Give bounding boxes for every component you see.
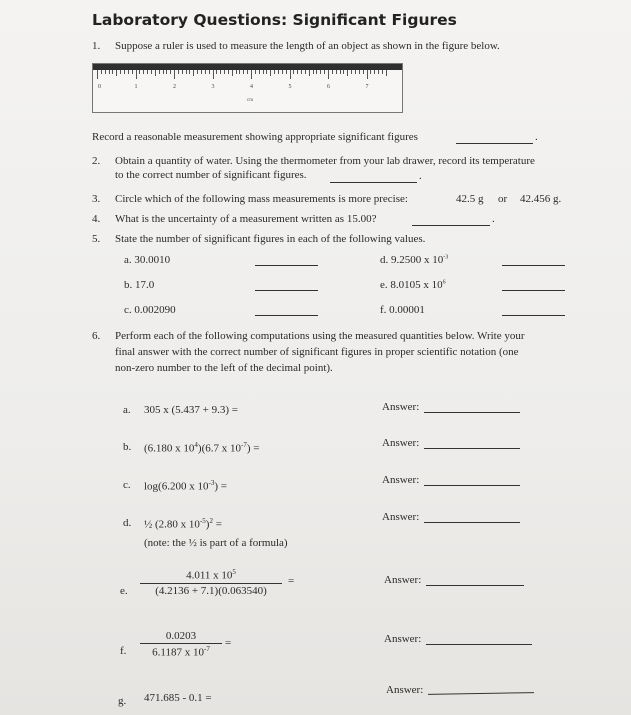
ruler-tick xyxy=(386,70,387,76)
part-c-expression: log(6.200 x $10^{-3}$) = xyxy=(144,479,227,493)
ruler-number: 4 xyxy=(250,84,253,90)
ruler-tick xyxy=(259,70,260,74)
part-a-label: a. xyxy=(123,404,131,416)
part-e-numerator: 4.011 x $10^5$ xyxy=(186,568,236,582)
ruler-tick xyxy=(201,70,202,74)
ruler-tick xyxy=(213,70,214,79)
ruler-tick xyxy=(136,70,137,79)
q5-c-blank[interactable] xyxy=(255,315,318,316)
ruler-tick xyxy=(163,70,164,74)
ruler-tick xyxy=(266,70,267,74)
q4-period: . xyxy=(492,213,495,225)
ruler-tick xyxy=(112,70,113,74)
part-g-answer-label: Answer: xyxy=(386,684,424,696)
ruler-unit-label: cm xyxy=(247,98,254,103)
q3-or: or xyxy=(498,193,508,205)
part-e-label: e. xyxy=(120,585,128,597)
q5-item-b: b. 17.0 xyxy=(124,279,155,291)
q3-option-2[interactable]: 42.456 g. xyxy=(520,193,562,205)
ruler-tick xyxy=(255,70,256,74)
ruler-tick xyxy=(297,70,298,74)
ruler-tick xyxy=(301,70,302,74)
q2-period: . xyxy=(419,170,422,182)
ruler-tick xyxy=(251,70,252,79)
ruler-tick xyxy=(166,70,167,74)
q2-line1: Obtain a quantity of water. Using the thermometer from your lab drawer, record its temperature xyxy=(115,155,535,167)
ruler-tick xyxy=(239,70,240,74)
q6-line1: Perform each of the following computations using the measured quantities below. Write your xyxy=(115,330,525,342)
ruler-tick xyxy=(336,70,337,74)
q5-d-blank[interactable] xyxy=(502,265,565,266)
ruler-tick xyxy=(159,70,160,74)
part-f-label: f. xyxy=(120,645,127,657)
ruler-tick xyxy=(305,70,306,74)
ruler-tick xyxy=(370,70,371,74)
ruler-tick xyxy=(293,70,294,74)
ruler-tick xyxy=(328,70,329,79)
ruler-tick xyxy=(243,70,244,74)
q5-e-blank[interactable] xyxy=(502,290,565,291)
ruler-tick xyxy=(170,70,171,74)
ruler-tick xyxy=(351,70,352,74)
record-answer-blank[interactable] xyxy=(456,143,533,144)
part-b-answer-blank[interactable] xyxy=(424,448,520,449)
ruler-number: 2 xyxy=(173,84,176,90)
ruler-tick xyxy=(282,70,283,74)
page-title: Laboratory Questions: Significant Figures xyxy=(92,11,457,29)
ruler-tick xyxy=(324,70,325,74)
q4-number: 4. xyxy=(92,213,101,225)
part-d-answer-blank[interactable] xyxy=(424,522,520,523)
ruler-tick xyxy=(274,70,275,74)
q3-option-1[interactable]: 42.5 g xyxy=(456,193,484,205)
part-g-label: g. xyxy=(118,695,127,707)
ruler-tick xyxy=(247,70,248,74)
ruler-tick xyxy=(382,70,383,74)
part-f-answer-blank[interactable] xyxy=(426,644,532,645)
ruler-tick xyxy=(236,70,237,74)
ruler-tick xyxy=(313,70,314,74)
ruler-tick xyxy=(340,70,341,74)
part-e-equals: = xyxy=(288,575,295,587)
ruler-tick xyxy=(147,70,148,74)
ruler-tick xyxy=(332,70,333,74)
ruler-tick xyxy=(120,70,121,74)
q3-text: Circle which of the following mass measurements is more precise: xyxy=(115,193,408,205)
ruler-tick xyxy=(367,70,368,79)
ruler-number: 0 xyxy=(98,84,101,90)
ruler-tick xyxy=(320,70,321,74)
ruler-tick xyxy=(309,70,310,76)
ruler-tick xyxy=(105,70,106,74)
ruler-tick xyxy=(178,70,179,74)
part-a-answer-blank[interactable] xyxy=(424,412,520,413)
ruler-tick xyxy=(286,70,287,74)
q5-a-blank[interactable] xyxy=(255,265,318,266)
q2-number: 2. xyxy=(92,155,101,167)
ruler-tick xyxy=(101,70,102,74)
ruler-tick xyxy=(343,70,344,74)
ruler-number: 5 xyxy=(288,84,292,90)
ruler-tick xyxy=(378,70,379,74)
q5-item-f: f. 0.00001 xyxy=(380,304,425,316)
record-period: . xyxy=(535,131,538,143)
ruler-tick xyxy=(359,70,360,74)
part-f-numerator: 0.0203 xyxy=(165,630,197,642)
ruler-tick xyxy=(347,70,348,76)
q5-f-blank[interactable] xyxy=(502,315,565,316)
part-b-answer-label: Answer: xyxy=(382,437,420,449)
ruler-tick xyxy=(174,70,175,79)
ruler-tick xyxy=(220,70,221,74)
ruler-tick xyxy=(193,70,194,76)
ruler-tick xyxy=(228,70,229,74)
q5-text: State the number of significant figures in each of the following values. xyxy=(115,233,426,245)
ruler-tick xyxy=(270,70,271,76)
part-f-fraction xyxy=(140,630,222,659)
q1-number: 1. xyxy=(92,40,101,52)
part-f-equals: = xyxy=(225,637,232,649)
q6-line2: final answer with the correct number of significant figures in proper scientific notation (one xyxy=(115,346,519,358)
part-f-answer-label: Answer: xyxy=(384,633,422,645)
q4-text: What is the uncertainty of a measurement written as 15.00? xyxy=(115,213,377,225)
ruler-tick xyxy=(143,70,144,74)
q5-item-a: a. 30.0010 xyxy=(124,254,171,266)
ruler-tick xyxy=(205,70,206,74)
ruler-number: 3 xyxy=(211,84,215,90)
ruler-tick xyxy=(124,70,125,74)
ruler-figure xyxy=(92,63,403,113)
q4-answer-blank[interactable] xyxy=(412,225,490,226)
part-b-expression: (6.180 x $10^4)(6.7$ x $10^{-7}$) = xyxy=(144,441,260,455)
part-g-expression: 471.685 - 0.1 = xyxy=(144,692,212,704)
q5-b-blank[interactable] xyxy=(255,290,318,291)
ruler-tick xyxy=(355,70,356,74)
ruler-tick xyxy=(197,70,198,74)
ruler-tick xyxy=(216,70,217,74)
q5-item-c: c. 0.002090 xyxy=(124,304,176,316)
part-e-fraction xyxy=(140,568,282,597)
ruler-tick xyxy=(139,70,140,74)
part-a-expression: 305 x (5.437 + 9.3) = xyxy=(144,404,238,416)
ruler-tick xyxy=(374,70,375,74)
q5-item-e: e. 8.0105 x $10^6$ xyxy=(380,279,446,291)
part-d-answer-label: Answer: xyxy=(382,511,420,523)
ruler-number: 6 xyxy=(327,84,330,90)
ruler-tick xyxy=(97,70,98,79)
ruler-tick xyxy=(232,70,233,76)
part-e-answer-label: Answer: xyxy=(384,574,422,586)
part-d-label: d. xyxy=(123,517,132,529)
ruler-tick xyxy=(363,70,364,74)
ruler-number: 1 xyxy=(134,84,138,90)
ruler-tick xyxy=(290,70,291,79)
ruler-tick xyxy=(263,70,264,74)
record-instruction: Record a reasonable measurement showing appropriate significant figures xyxy=(92,131,418,143)
ruler-tick xyxy=(155,70,156,76)
ruler-tick xyxy=(128,70,129,74)
ruler-tick xyxy=(189,70,190,74)
ruler-tick xyxy=(132,70,133,74)
part-a-answer-label: Answer: xyxy=(382,401,420,413)
q3-number: 3. xyxy=(92,193,101,205)
q5-number: 5. xyxy=(92,233,101,245)
part-c-answer-label: Answer: xyxy=(382,474,420,486)
part-c-label: c. xyxy=(123,479,131,491)
q1-text: Suppose a ruler is used to measure the length of an object as shown in the figure below. xyxy=(115,40,500,52)
ruler-tick xyxy=(224,70,225,74)
ruler-tick xyxy=(116,70,117,76)
part-f-denominator: 6.1187 x $10^{-7}$ xyxy=(140,643,222,659)
part-g-answer-blank[interactable] xyxy=(428,692,534,695)
q2-line2: to the correct number of significant figures. xyxy=(115,169,307,181)
q2-answer-blank[interactable] xyxy=(330,182,417,183)
ruler-tick xyxy=(109,70,110,74)
ruler-tick xyxy=(316,70,317,74)
q5-item-d: d. 9.2500 x $10^{-3}$ xyxy=(380,254,449,266)
q6-line3: non-zero number to the left of the decimal point). xyxy=(115,362,333,374)
ruler-tick xyxy=(186,70,187,74)
q6-number: 6. xyxy=(92,330,101,342)
ruler-tick xyxy=(182,70,183,74)
part-c-answer-blank[interactable] xyxy=(424,485,520,486)
ruler-number: 7 xyxy=(365,84,369,90)
part-d-expression: ½ (2.80 x $10^{-5})^2$ = xyxy=(144,517,222,531)
part-b-label: b. xyxy=(123,441,132,453)
ruler-tick xyxy=(278,70,279,74)
part-d-note: (note: the ½ is part of a formula) xyxy=(144,537,288,549)
part-e-answer-blank[interactable] xyxy=(426,585,524,586)
ruler-tick xyxy=(209,70,210,74)
ruler-tick xyxy=(151,70,152,74)
part-e-denominator: (4.2136 + 7.1)(0.063540) xyxy=(140,583,282,597)
